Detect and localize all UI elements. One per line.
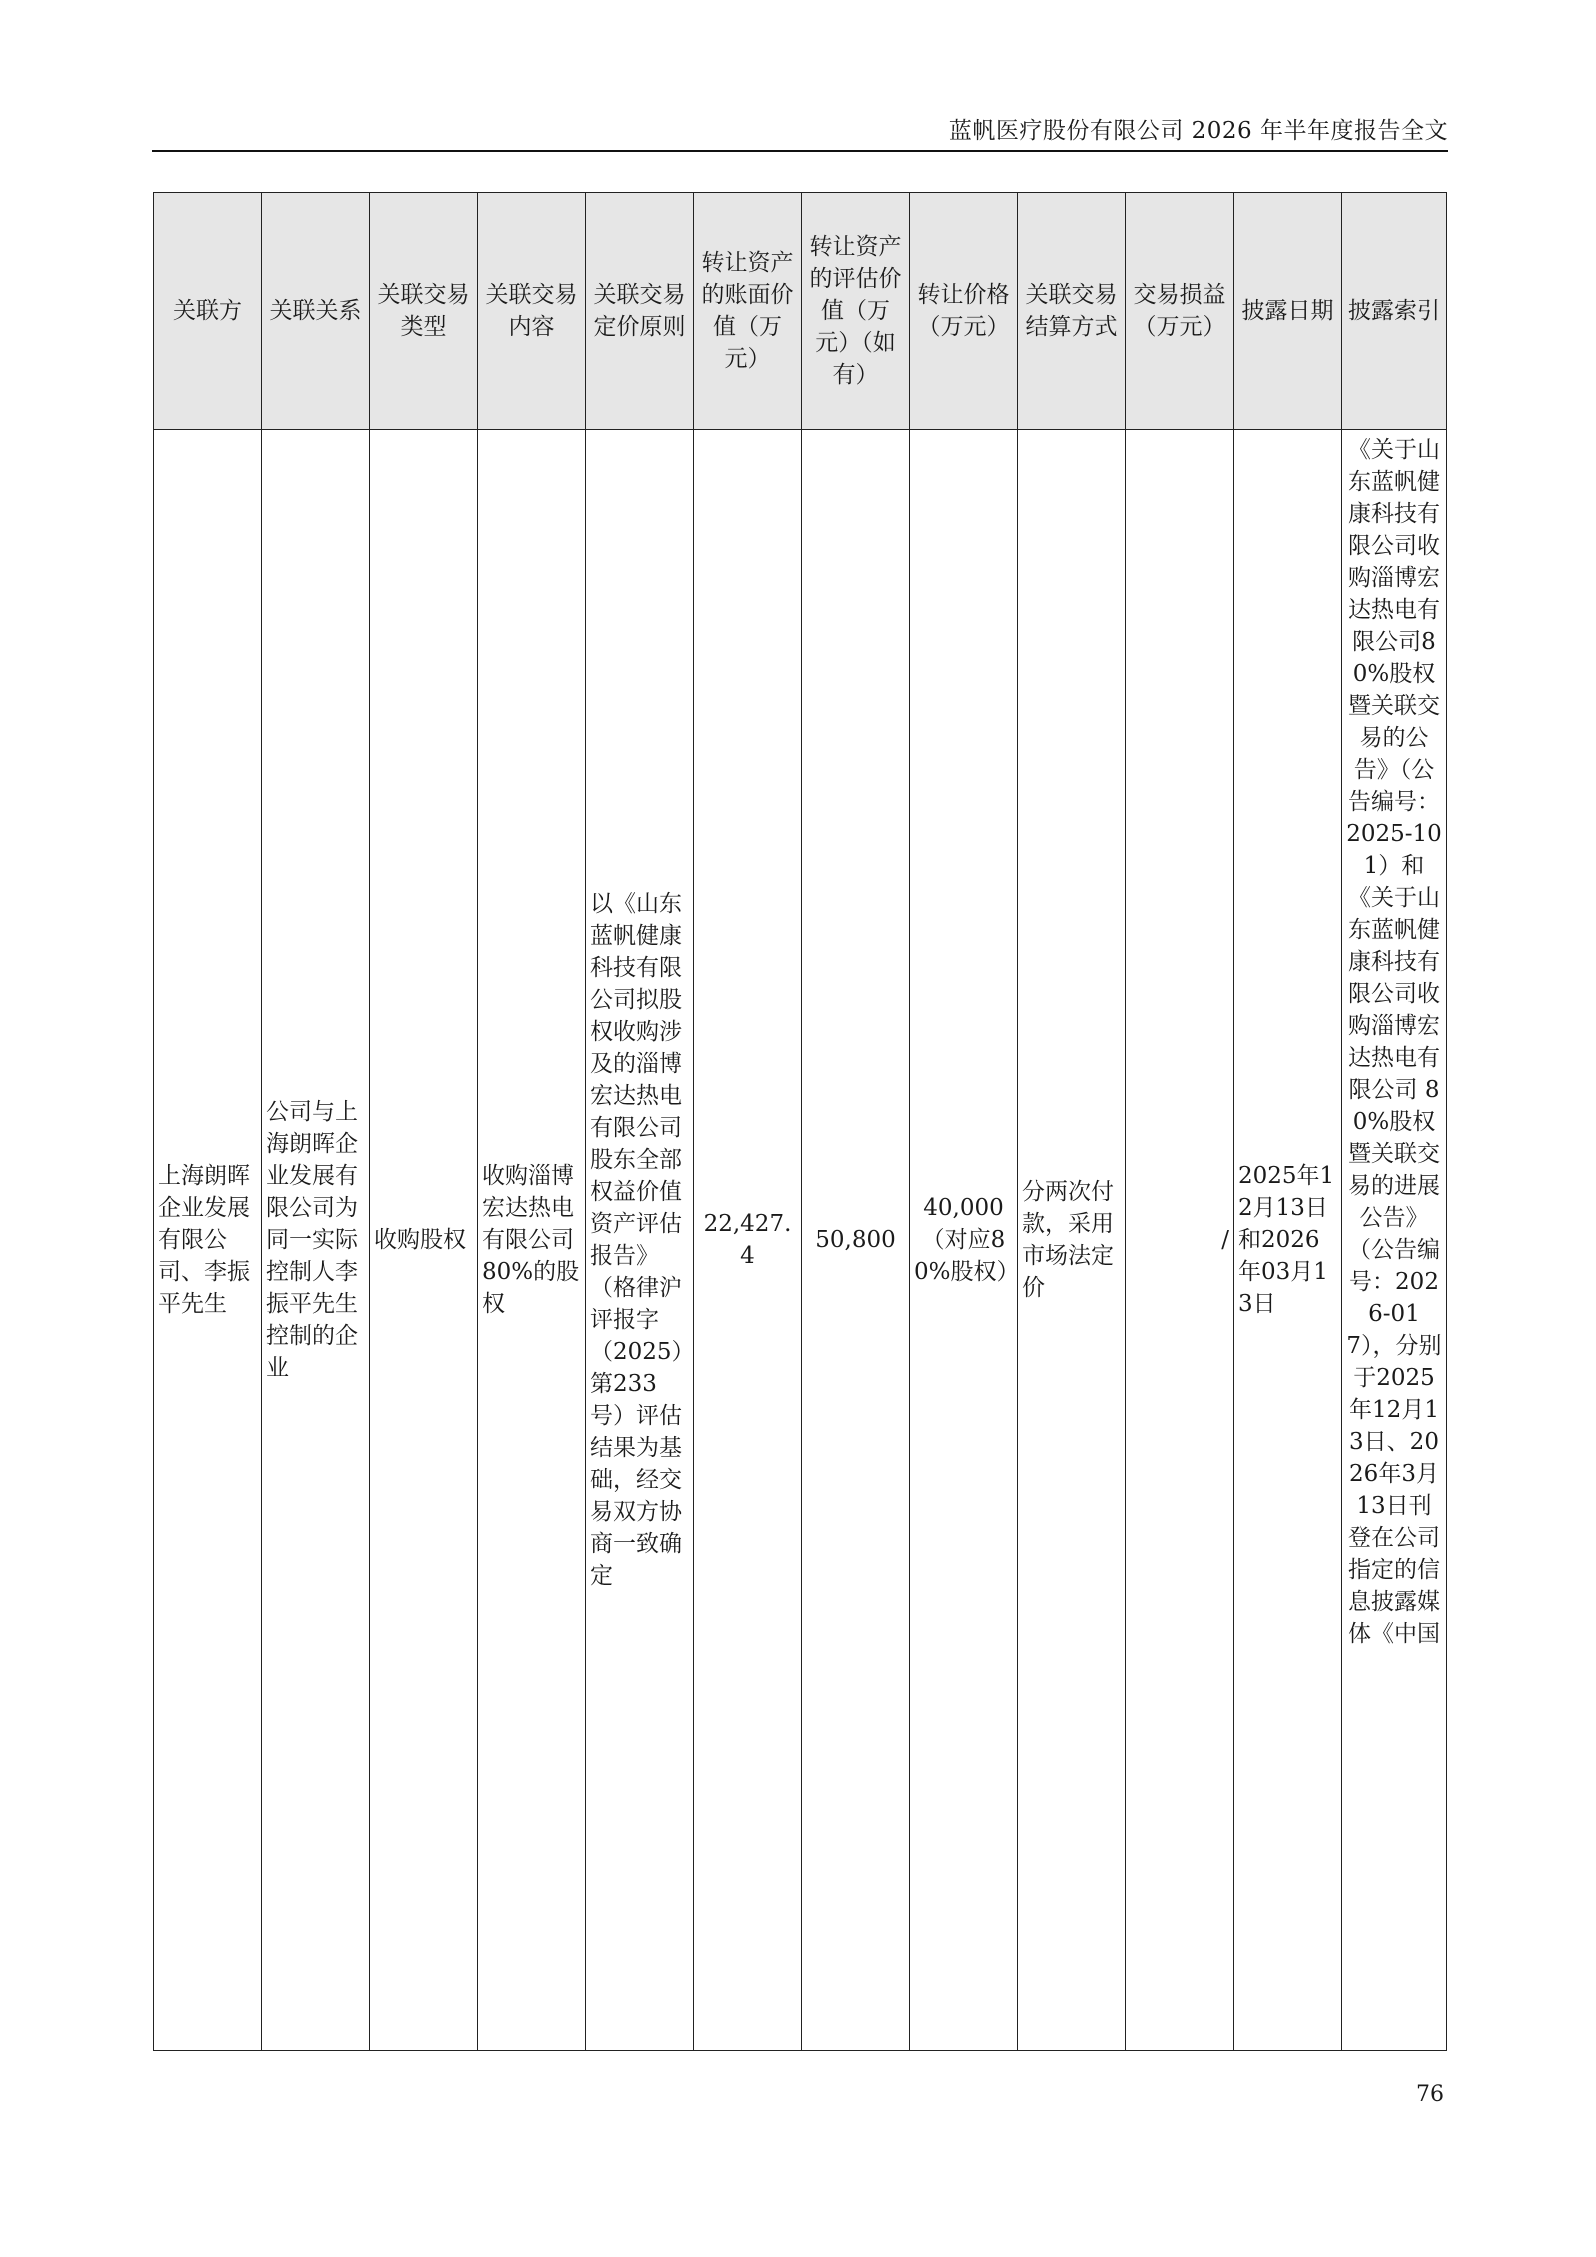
column-header: 转让资产的账面价值（万元） <box>694 193 802 430</box>
column-header: 关联交易类型 <box>370 193 478 430</box>
column-header: 关联关系 <box>262 193 370 430</box>
report-title: 蓝帆医疗股份有限公司 2026 年半年度报告全文 <box>948 118 1448 144</box>
cell-book-value: 22,427.4 <box>694 430 802 2051</box>
cell-transaction-content: 收购淄博宏达热电有限公司80%的股权 <box>478 430 586 2051</box>
column-header: 关联交易结算方式 <box>1018 193 1126 430</box>
page-number: 76 <box>1416 2082 1444 2107</box>
cell-settlement-method: 分两次付款，采用市场法定价 <box>1018 430 1126 2051</box>
table-header-row <box>154 193 1447 430</box>
cell-disclosure-date: 2025年12月13日和2026年03月13日 <box>1234 430 1342 2051</box>
column-header: 转让资产的评估价值（万元）（如有） <box>802 193 910 430</box>
cell-disclosure-index: 《关于山东蓝帆健康科技有限公司收购淄博宏达热电有限公司80%股权暨关联交易的公告》（公告编号：2025-101）和《关于山东蓝帆健康科技有限公司收购淄博宏达热电有限公司 80%股权暨关联交易的进展公告》（公告编号：2026-017），分别于2025年12月13日、2026年3月13日刊登在公司指定的信息披露媒体《中国 <box>1342 430 1447 2051</box>
cell-gain-loss: / <box>1126 430 1234 2051</box>
column-header: 披露日期 <box>1234 193 1342 430</box>
cell-relationship: 公司与上海朗晖企业发展有限公司为同一实际控制人李振平先生控制的企业 <box>262 430 370 2051</box>
cell-transfer-price: 40,000（对应80%股权） <box>910 430 1018 2051</box>
column-header: 披露索引 <box>1342 193 1447 430</box>
column-header: 转让价格（万元） <box>910 193 1018 430</box>
table-row <box>154 430 1447 2051</box>
cell-related-party: 上海朗晖企业发展有限公司、李振平先生 <box>154 430 262 2051</box>
column-header: 关联方 <box>154 193 262 430</box>
cell-pricing-principle: 以《山东蓝帆健康科技有限公司拟股权收购涉及的淄博宏达热电有限公司股东全部权益价值资产评估报告》（格律沪评报字（2025）第233号）评估结果为基础，经交易双方协商一致确定 <box>586 430 694 2051</box>
cell-appraised-value: 50,800 <box>802 430 910 2051</box>
page-header <box>152 112 1448 152</box>
header-rule <box>152 150 1448 152</box>
related-transaction-table <box>153 192 1447 2051</box>
cell-transaction-type: 收购股权 <box>370 430 478 2051</box>
column-header: 关联交易定价原则 <box>586 193 694 430</box>
column-header: 关联交易内容 <box>478 193 586 430</box>
column-header: 交易损益（万元） <box>1126 193 1234 430</box>
